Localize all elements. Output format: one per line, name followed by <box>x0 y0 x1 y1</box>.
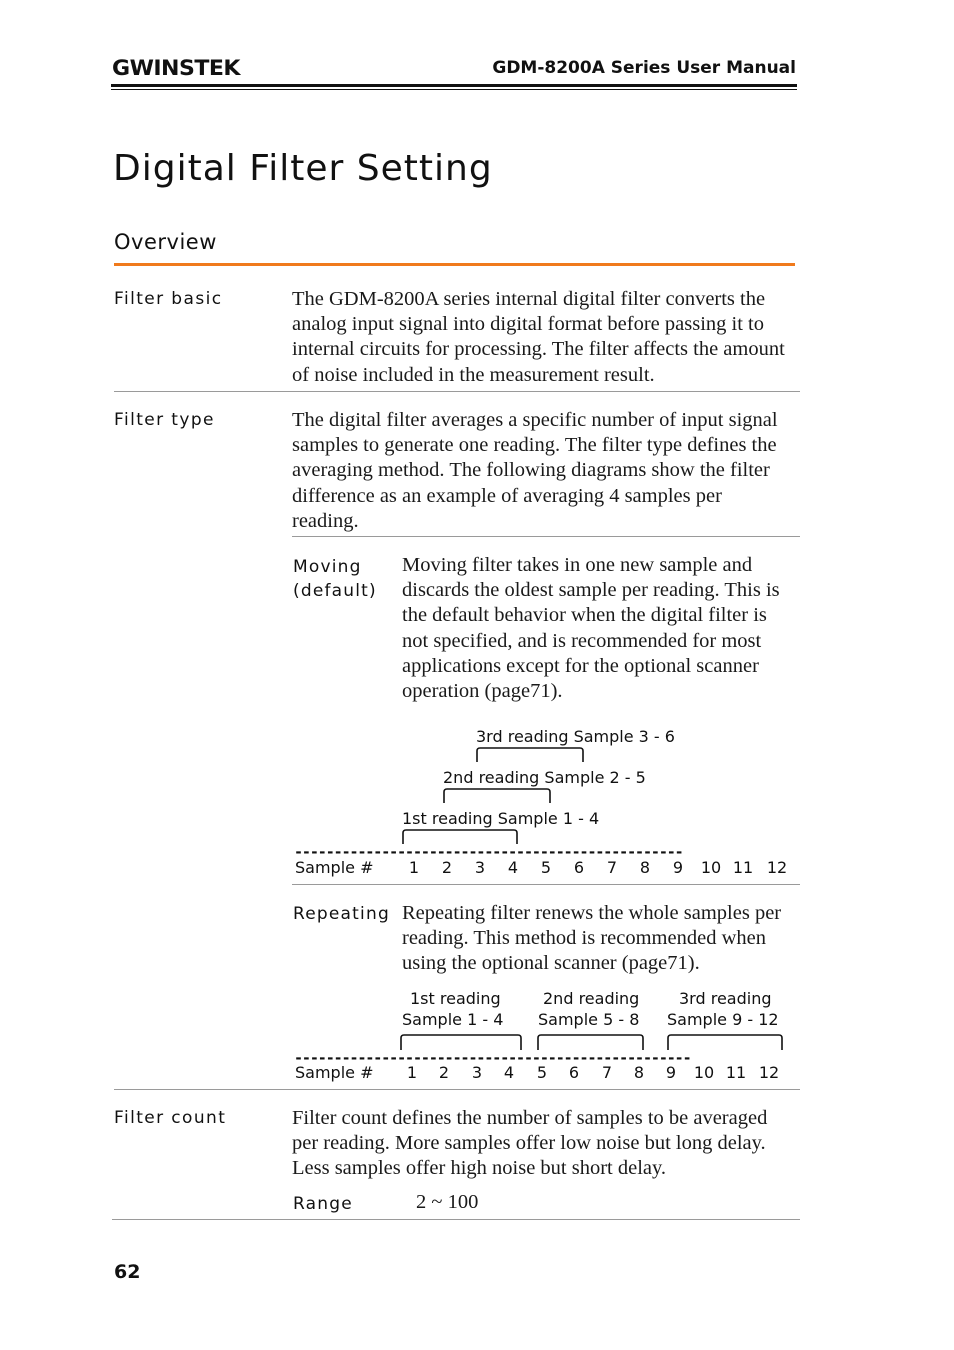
sample-number: 6 <box>573 858 585 877</box>
moving-bracket-3 <box>477 748 583 762</box>
filter-type-label: Filter type <box>114 410 215 430</box>
sample-number: 9 <box>672 858 684 877</box>
filter-count-label: Filter count <box>114 1108 227 1128</box>
sample-number: 8 <box>633 1063 645 1082</box>
repeating-group-3-title: 3rd reading <box>679 989 772 1008</box>
sample-number: 4 <box>503 1063 515 1082</box>
repeating-label: Repeating <box>293 904 390 924</box>
sample-number: 2 <box>441 858 453 877</box>
repeating-bracket-2 <box>538 1035 643 1050</box>
sample-number: 5 <box>540 858 552 877</box>
sample-number: 3 <box>471 1063 483 1082</box>
sample-number: 10 <box>693 1063 715 1082</box>
repeating-group-1-range: Sample 1 - 4 <box>402 1010 504 1029</box>
moving-label-line2: (default) <box>293 581 377 601</box>
moving-bracket-1 <box>403 830 517 844</box>
sample-number: 3 <box>474 858 486 877</box>
repeating-dashed-line: -------------------------------------------------- <box>294 1049 691 1067</box>
moving-dashed-line: ------------------------------------------------- <box>294 843 683 861</box>
sample-number: 8 <box>639 858 651 877</box>
moving-reading-2: 2nd reading Sample 2 - 5 <box>443 768 646 787</box>
sample-number: 9 <box>665 1063 677 1082</box>
filter-basic-label: Filter basic <box>114 289 223 309</box>
page-number: 62 <box>114 1261 141 1283</box>
repeating-text: Repeating filter renews the whole samples per reading. This method is recommended when using the optional scanner (page71). <box>402 902 782 975</box>
sample-number: 5 <box>536 1063 548 1082</box>
moving-text: Moving filter takes in one new sample and discards the oldest sample per reading. This is the default behavior when the digital filter is not specified, and is recommended for most applications except for the optional scanner operation (page71). <box>402 554 780 703</box>
sample-number: 7 <box>601 1063 613 1082</box>
moving-label-line1: Moving <box>293 557 362 577</box>
sample-number: 1 <box>406 1063 418 1082</box>
page-title: Digital Filter Setting <box>113 148 493 189</box>
sample-number: 12 <box>758 1063 780 1082</box>
moving-bracket-2 <box>444 789 550 803</box>
sample-number: 6 <box>568 1063 580 1082</box>
filter-type-text: The digital filter averages a specific number of input signal samples to generate one reading. The filter type defines the averaging method. The following diagrams show the filter difference as an example of averaging 4 samples per reading. <box>292 409 778 532</box>
sample-number: 7 <box>606 858 618 877</box>
sample-number: 1 <box>408 858 420 877</box>
range-value: 2 ~ 100 <box>416 1191 479 1213</box>
divider <box>114 1089 800 1090</box>
sample-number: 2 <box>438 1063 450 1082</box>
manual-title: GDM-8200A Series User Manual <box>492 58 796 78</box>
divider <box>292 884 800 885</box>
repeating-axis-label: Sample # <box>295 1063 374 1082</box>
sample-number: 4 <box>507 858 519 877</box>
sample-number: 11 <box>732 858 754 877</box>
repeating-group-1-title: 1st reading <box>410 989 501 1008</box>
repeating-group-2-title: 2nd reading <box>543 989 640 1008</box>
divider <box>112 1219 800 1220</box>
moving-reading-3: 3rd reading Sample 3 - 6 <box>476 727 675 746</box>
repeating-group-3-range: Sample 9 - 12 <box>667 1010 779 1029</box>
moving-axis-label: Sample # <box>295 858 374 877</box>
gwinstek-logo: GWINSTEK <box>112 56 240 80</box>
repeating-bracket-1 <box>401 1035 521 1050</box>
sample-number: 10 <box>700 858 722 877</box>
sample-number: 12 <box>766 858 788 877</box>
filter-basic-text: The GDM-8200A series internal digital filter converts the analog input signal into digital format before passing it to internal circuits for processing. The filter affects the amount of noise included in the measurement result. <box>292 288 785 386</box>
range-label: Range <box>293 1194 353 1214</box>
repeating-bracket-3 <box>668 1035 782 1050</box>
repeating-group-2-range: Sample 5 - 8 <box>538 1010 640 1029</box>
sample-number: 11 <box>725 1063 747 1082</box>
moving-reading-1: 1st reading Sample 1 - 4 <box>402 809 600 828</box>
section-title: Overview <box>114 230 217 254</box>
filter-count-text: Filter count defines the number of samples to be averaged per reading. More samples offer low noise but long delay. Less samples offer high noise but short delay. <box>292 1107 768 1180</box>
